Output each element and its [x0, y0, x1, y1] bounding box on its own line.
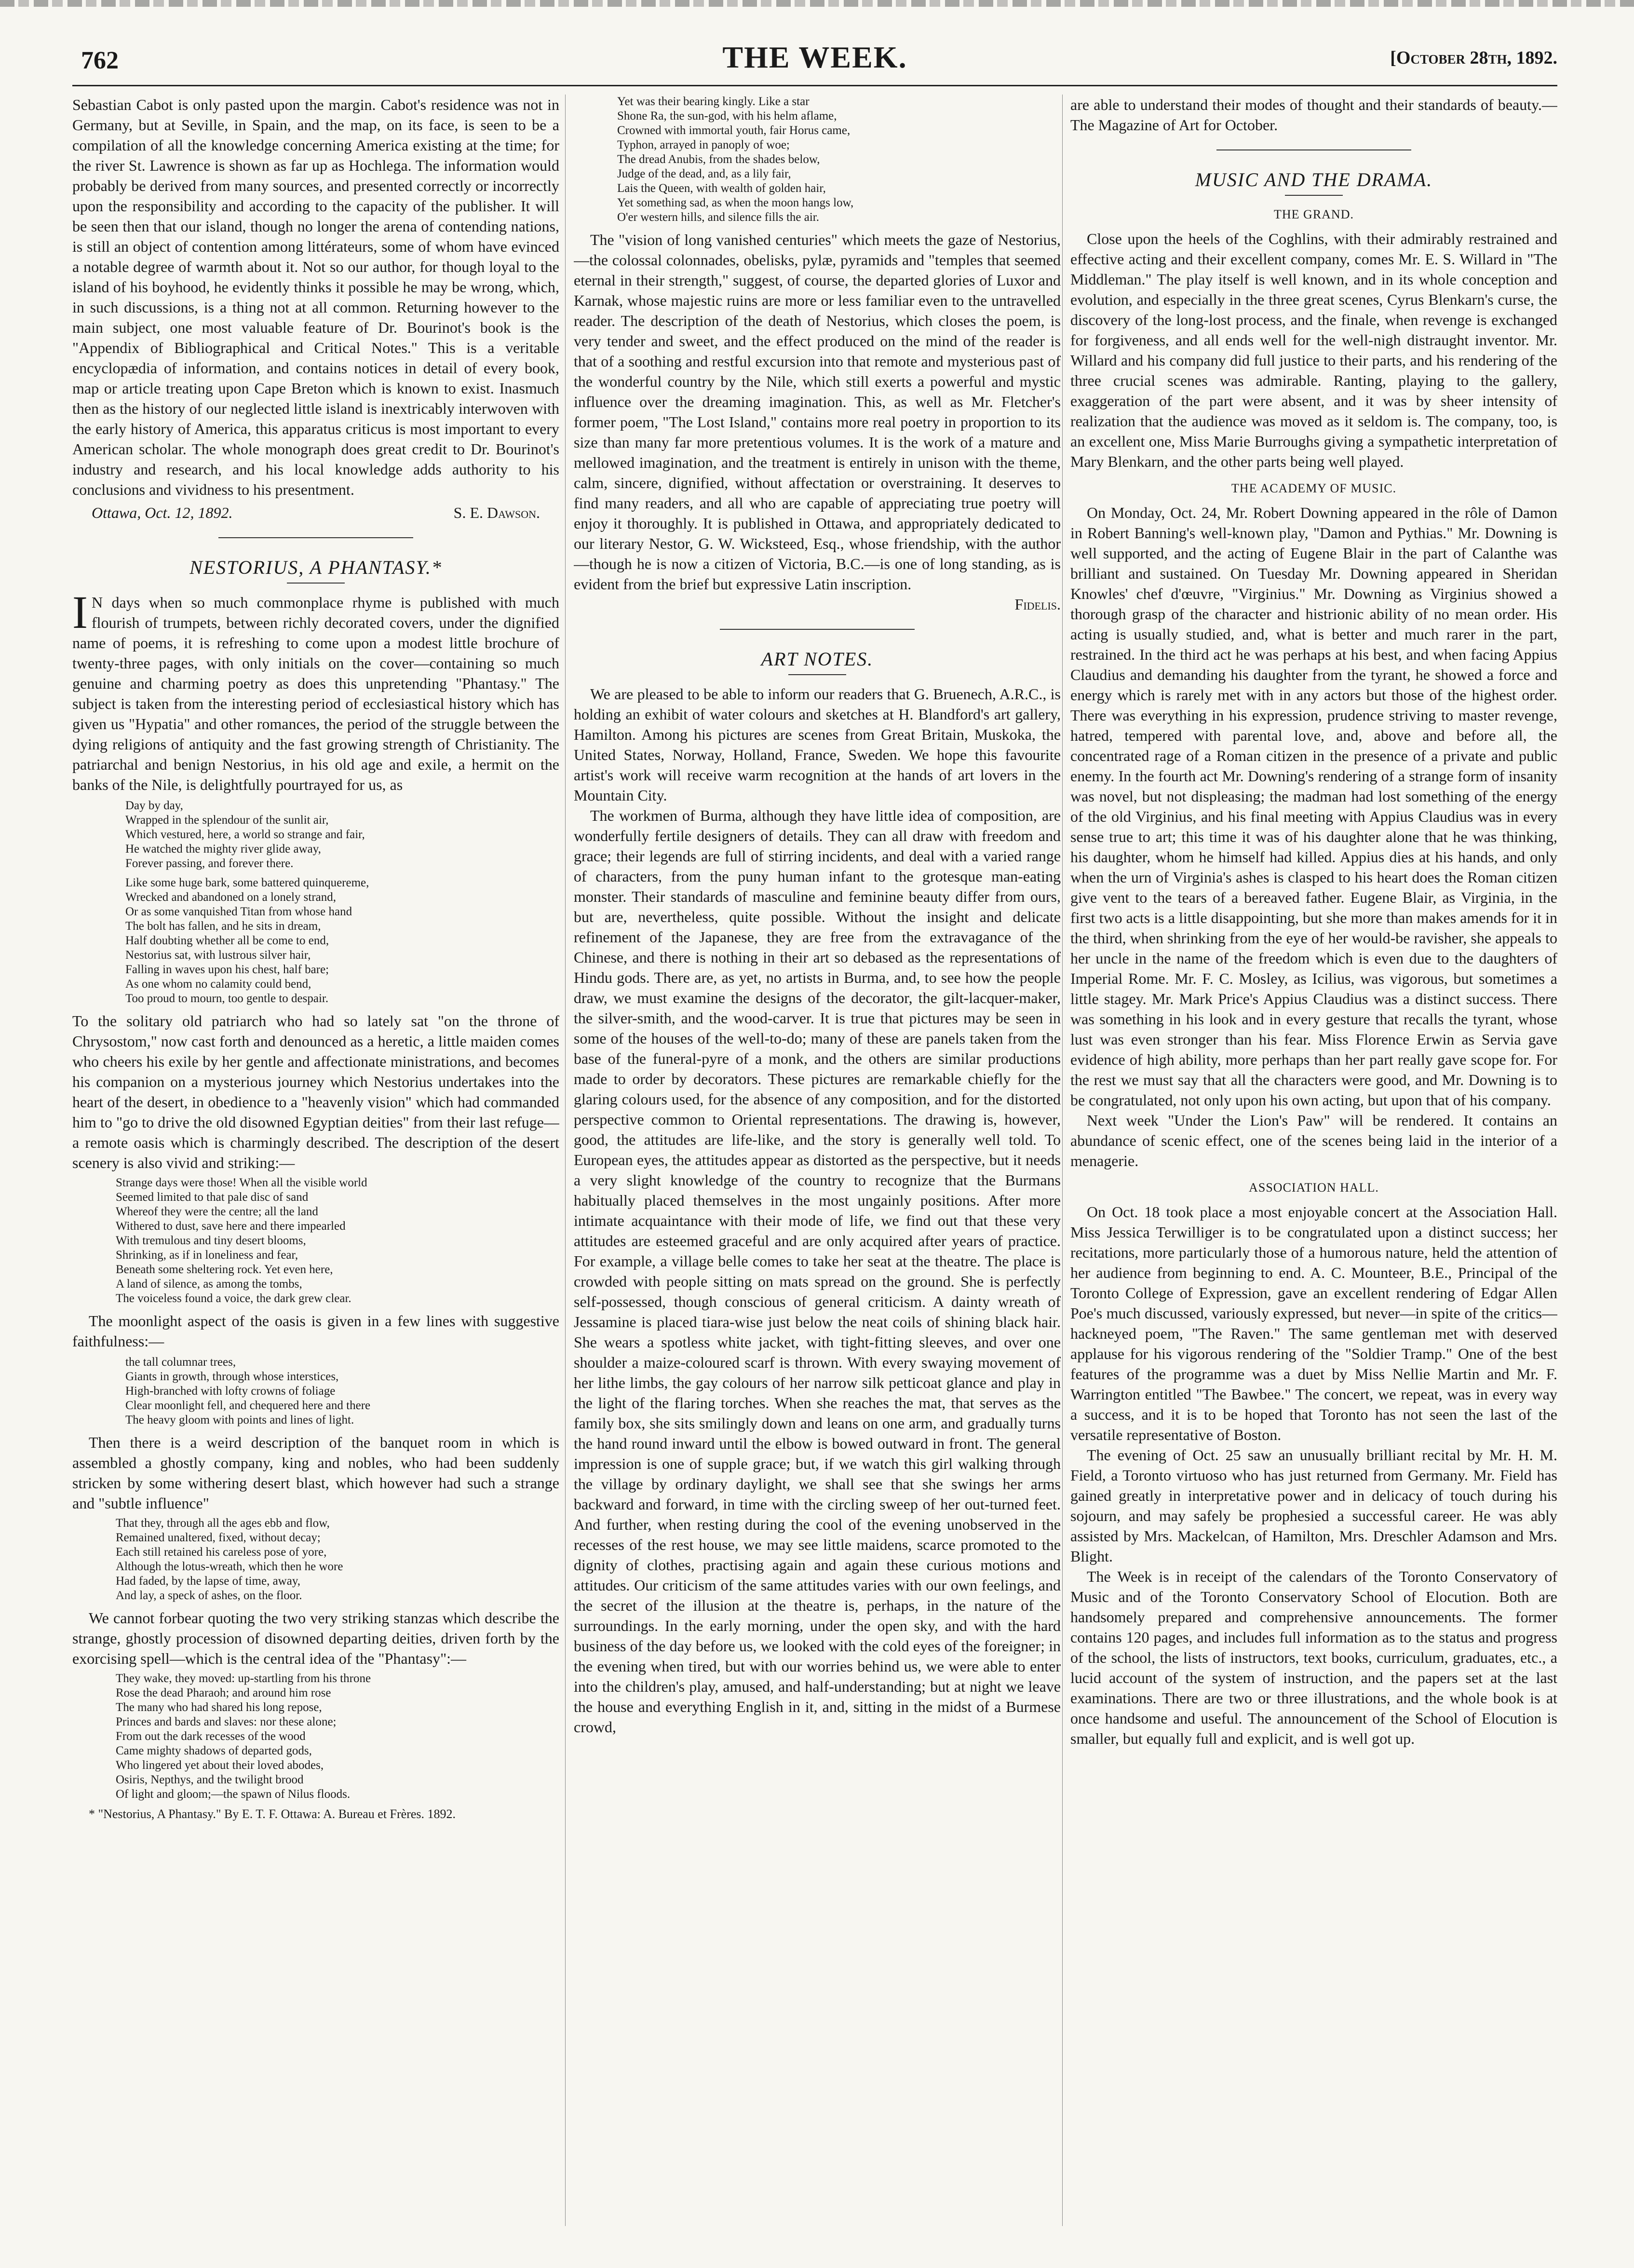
top-border: [0, 0, 1634, 7]
section-rule: [720, 629, 915, 630]
signature: [72, 502, 559, 523]
paragraph: Sebastian Cabot is only pasted upon the margin. Cabot's residence was not in Germany, but at Seville, in Spain, and the map, on its face, is seen to be a compilation of all the knowledge concerning America existing at the time; for the river St. Lawrence is shown as far up as Hochlega. The information would probably be derived from many sources, and presented correctly or incorrectly upon the responsibility and according to the capacity of the publisher. It will be seen then that our island, though no longer the arena of contending nations, is still an object of contention among littérateurs, some of whom have evinced a notable degree of warmth about it. Not so our author, for though loyal to the island of his boyhood, he evidently thinks it possible he may be wrong, which, in such discussions, is a thing not at all common. Returning however to the main subject, one most valuable feature of Dr. Bourinot's book is the "Appendix of Bibliographical and Critical Notes." This is a veritable encyclopædia of information, and contains notices in detail of every book, map or article treating upon Cape Breton which is known to exist. Inasmuch then as the history of our neglected little island is inextricably interwoven with the early history of America, this apparatus criticus is most important to every American scholar. The whole monograph does great credit to Dr. Bourinot's industry and research, and his local knowledge adds authority to his conclusions and vividness to his presentment.: [72, 96, 559, 498]
verse-quote: Yet was their bearing kingly. Like a star Shone Ra, the sun-god, with his helm aflame, Crowned with immortal youth, fair Horus came, Typhon, arrayed in panoply of woe; The dread Anubis, from the shades below, Judge of the dead, and, as a lily fair, Lais the Queen, with wealth of golden hair, Yet something sad, as when the moon hangs low, O'er western hills, and silence fills the air.: [617, 95, 854, 224]
verse-quote: That they, through all the ages ebb and flow, Remained unaltered, fixed, without decay; Each still retained his careless pose of yore, Although the lotus-wreath, which then he wore Had faded, by the lapse of time, away, And lay, a speck of ashes, on the floor.: [116, 1517, 343, 1602]
paragraph: Next week "Under the Lion's Paw" will be rendered. It contains an abundance of scenic effect, one of the scenes being laid in the interior of a menagerie.: [1070, 1112, 1557, 1169]
column-3: [1070, 95, 1557, 2226]
paragraph: The workmen of Burma, although they have little idea of composition, are wonderfully fertile designers of details. They can all draw with freedom and grace; their legends are full of stirring incidents, and deal with a varied range of characters, from the puny human infant to the grotesque man-eating monster. Their standards of masculine and feminine beauty differ from ours, but are, nevertheless, quite possible. Without the insight and delicate refinement of the Japanese, they are free from the extravagance of the Chinese, and there is nothing in their art so debased as the representations of Hindu gods. There are, as yet, no artists in Burma, and, to see how the people draw, we must examine the designs of the decorator, the gilt-lacquer-maker, the silver-smith, and the wood-carver. It is true that pictures may be seen in some of the houses of the well-to-do; many of these are panels taken from the base of the funeral-pyre of a monk, and the others are similar productions made to order by decorators. These pictures are remarkable chiefly for the glaring colours used, for the absence of any composition, and for the distorted perspective common to Oriental representations. The drawing is, however, good, the attitudes are life-like, and the story is generally well told. To European eyes, the attitudes appear as distorted as the perspective, but it needs a very slight knowledge of the country to recognize that the Burmans habitually placed themselves in the most ungainly positions. After more intimate acquaintance with their mode of life, we find out that these very attitudes are esteemed graceful and are only acquired after years of practice. For example, a village belle comes to take her seat at the theatre. The place is crowded with people sitting on mats spread on the ground. She is perfectly self-possessed, though conscious of general criticism. A dainty wreath of Jessamine is placed tiara-wise just below the neat coils of shining black hair. She wears a spotless white jacket, with tight-fitting sleeves, and over one shoulder a maize-coloured scarf is thrown. With every swaying movement of her lithe limbs, the gay colours of her narrow silk petticoat glance and play in the light of the flaring torches. When she reaches the mat, that serves as the family box, she sits smilingly down and leans on one arm, and gradually turns the hand round inward until the elbow is bowed outward in front. The general impression is one of supple grace; but, if we watch this girl walking through the village by ordinary daylight, we shall see that she swings her arms backward and forward, in time with the circling sweep of her out-turned feet. And further, when resting during the cool of the evening unobserved in the recesses of the rest house, we may see little maidens, scarce promoted to the dignity of clothes, practising again and again these curious motions and attitudes. Our criticism of the same attitudes varies with our own feelings, and the secret of the illusion at the theatre is, perhaps, in the nature of the surroundings. In the early morning, under the open sky, and with the hard business of the day before us, we looked with the cold eyes of the foreigner; in the evening when tired, but with our worries behind us, we were able to enter into the children's play, amused, and half-understanding; but at night we leave the house and everything English in it, and, sitting in the midst of a Burmese crowd,: [574, 807, 1061, 1736]
paragraph: On Monday, Oct. 24, Mr. Robert Downing appeared in the rôle of Damon in Robert Banning's well-known play, "Damon and Pythias." Mr. Downing is well supported, and the acting of Eugene Blair in the part of Calanthe was brilliant and sustained. On Tuesday Mr. Downing appeared in Sheridan Knowles' chef d'œuvre, "Virginius." Mr. Downing as Virginius showed a thorough grasp of the character and histrionic ability of no mean order. His acting is usually studied, and, what is better and much rarer in the part, restrained. In the third act he was perhaps at his best, and when facing Appius Claudius and demanding his daughter from the tyrant, he showed a force and energy which is rarely met with in any actors but those of the highest order. There was everything in his expression, prudence striving to master revenge, hatred, tempered with parental love, and, above and before all, the concentrated rage of a Roman citizen in the presence of a private and public enemy. In the fourth act Mr. Downing's rendering of a strange form of insanity was novel, but not displeasing; the madman had lost something of the energy of the old Virginius, and his final meeting with Appius Claudius was in every sense true to art; this time it was of his daughter alone that he was thinking, his daughter, whom he himself had killed. Appius dies at his hands, and only when the urn of Virginia's ashes is clasped to his heart does the Roman citizen give vent to the tears of a bereaved father. Eugene Blair, as Virginia, in the first two acts is a little disappointing, but she more than makes amends for it in the third, when shrinking from the eye of her would-be ravisher, she appeals to her uncle in the name of the freedom which is even due to the daughters of Imperial Rome. Mr. F. C. Mosley, as Icilius, was vigorous, but sometimes a little stagey. Mr. Mark Price's Appius Claudius was a distinct success. There was something in his look and in every gesture that recalls the tyrant, whose lust was even stronger than his fear. Miss Florence Erwin as Servia gave evidence of high ability, more perhaps than her part really gave scope for. For the rest we must say that all the characters were good, and Mr. Downing is to be congratulated, not only upon his own acting, but upon that of his company.: [1070, 504, 1557, 1109]
paragraph: are able to understand their modes of thought and their standards of beauty.—The Magazine of Art for October.: [1070, 96, 1557, 134]
section-title-art-notes: ART NOTES.: [761, 648, 874, 670]
column-divider: [565, 95, 566, 2226]
short-rule: [788, 674, 846, 675]
paragraph: On Oct. 18 took place a most enjoyable concert at the Association Hall. Miss Jessica Terwilliger is to be congratulated upon a distinct success; her recitations, more particularly those of a humorous nature, held the attention of her audience from beginning to end. A. C. Mounteer, B.E., Principal of the Toronto College of Expression, gave an excellent rendering of Edgar Allen Poe's much discussed, variously expressed, but never—in spite of the critics—hackneyed poem, "The Raven." The same gentleman met with deserved applause for his vigorous rendering of the "Soldier Tramp." One of the best features of the programme was a duet by Miss Nellie Martin and Mr. F. Warrington entitled "The Bawbee." The concert, we repeat, was in every way a success, and it is to be hoped that Toronto has not seen the last of the versatile representative of Boston.: [1070, 1203, 1557, 1443]
section-title-nestorius: NESTORIUS, A PHANTASY.*: [189, 557, 442, 578]
signature-name: Fidelis.: [1014, 596, 1061, 613]
section-rule: [218, 537, 413, 538]
paragraph: We cannot forbear quoting the two very striking stanzas which describe the strange, ghostly procession of disowned departing deities, driven forth by the exorcising spell—which is the central idea of the "Phantasy":—: [72, 1609, 559, 1667]
paragraph: To the solitary old patriarch who had so lately sat "on the throne of Chrysostom," now cast forth and denounced as a heretic, a little maiden comes who cheers his exile by her gentle and affectionate ministrations, and becomes his companion on a mysterious journey which Nestorius undertakes into the heart of the desert, in obedience to a "heavenly vision" which had commanded him to "go to drive the old disowned Egyptian deities" from their last refuge—a remote oasis which is charmingly described. The description of the desert scenery is also vivid and striking:—: [72, 1012, 559, 1171]
column-2: [574, 95, 1061, 2226]
section-rule: [1216, 149, 1411, 150]
paragraph: Then there is a weird description of the banquet room in which is assembled a ghostly company, king and nobles, who had been suddenly stricken by some withering desert blast, which however had such a strange and "subtle influence": [72, 1434, 559, 1512]
signature-place: Ottawa, Oct. 12, 1892.: [92, 504, 233, 521]
page-number: 762: [81, 47, 119, 74]
paragraph: The "vision of long vanished centuries" which meets the gaze of Nestorius,—the colossal colonnades, obelisks, pylæ, pyramids and "temples that seemed eternal in their strength," suggest, of course, the departed glories of Luxor and Karnak, whose majestic ruins are more or less familiar even to the untravelled reader. The description of the death of Nestorius, which closes the poem, is very tender and sweet, and the effect produced on the mind of the reader is that of a soothing and restful excursion into that remote and mysterious past of the wonderful country by the Nile, which still exerts a powerful and mystic influence over the dreaming imagination. This, as well as Mr. Fletcher's former poem, "The Lost Island," contains more real poetry in proportion to its size than many far more pretentious volumes. It is the work of a mature and mellowed imagination, and the treatment is entirely in unison with the theme, calm, sincere, dignified, without affectation or overstraining. It deserves to find many readers, and all who are capable of appreciating true poetry will enjoy it thoroughly. It is published in Ottawa, and appropriately dedicated to our literary Nestor, G. W. Wicksteed, Esq., whose friendship, with the author—though he is now a citizen of Victoria, B.C.—is one of long standing, as is evident from the brief but expressive Latin inscription.: [574, 231, 1061, 593]
subsection-title: THE ACADEMY OF MUSIC.: [1231, 481, 1397, 495]
verse-quote: Day by day, Wrapped in the splendour of the sunlit air, Which vestured, here, a world so strange and fair, He watched the mighty river glide away, Forever passing, and forever there.: [125, 799, 365, 870]
subsection-title: THE GRAND.: [1274, 207, 1354, 221]
paragraph: The Week is in receipt of the calendars of the Toronto Conservatory of Music and of the Toronto Conservatory School of Elocution. Both are handsomely prepared and comprehensive announcements. The former contains 120 pages, and includes full information as to the status and progress of the school, the lists of instructors, text books, curriculum, graduates, etc., a lucid account of the system of instruction, and the papers set at the last examinations. There are two or three illustrations, and the whole book is at once handsome and useful. The announcement of the School of Elocution is smaller, but equally full and explicit, and is well got up.: [1070, 1568, 1557, 1747]
subsection-title: ASSOCIATION HALL.: [1249, 1181, 1379, 1195]
verse-quote: the tall columnar trees, Giants in growth, through whose interstices, High-branched with lofty crowns of foliage Clear moonlight fell, and chequered here and there The heavy gloom with points and lines of light.: [125, 1356, 371, 1426]
paragraph: We are pleased to be able to inform our readers that G. Bruenech, A.R.C., is holding an exhibit of water colours and sketches at H. Blandford's art gallery, Hamilton. Among his pictures are scenes from Great Britain, Muskoka, the United States, Norway, Holland, France, Sweden. We hope this favourite artist's work will receive warm recognition at the hands of art lovers in the Mountain City.: [574, 685, 1061, 804]
paragraph: Close upon the heels of the Coghlins, with their admirably restrained and effective acting and their excellent company, comes Mr. E. S. Willard in "The Middleman." The play itself is well known, and in its whole conception and evolution, and especially in the three great scenes, Cyrus Blenkarn's curse, the discovery of the long-lost process, and the finale, when revenge is exchanged for forgiveness, and all ends well for the well-nigh distraught inventor. Mr. Willard and his company did full justice to their parts, and his rendering of the three crucial scenes was admirable. Ranting, playing to the gallery, exaggeration of the part were absent, and it was by sheer intensity of realization that the audience was moved as it seldom is. The company, too, is an excellent one, Miss Marie Burroughs giving a sympathetic interpretation of Mary Blenkarn, and the other parts being well played.: [1070, 230, 1557, 470]
paragraph-text: N days when so much commonplace rhyme is published with much flourish of trumpets, between richly decorated covers, under the dignified name of poems, it is refreshing to come upon a modest little brochure of twenty-three pages, with only initials on the cover—containing so much genuine and charming poetry as does this unpretending "Phantasy." The subject is taken from the interesting period of ecclesiastical history which has given us "Hypatia" and other romances, the period of the struggle between the dying religions of antiquity and the fast growing strength of Christianity. The patriarchal and benign Nestorius, in his old age and exile, a hermit on the banks of the Nile, is delightfully pourtrayed for us, as: [72, 594, 559, 793]
journal-title: THE WEEK.: [722, 40, 907, 74]
short-rule: [1285, 195, 1343, 196]
verse-quote: Strange days were those! When all the visible world Seemed limited to that pale disc of sand Whereof they were the centre; all the land Withered to dust, save here and there impearled With tremulous and tiny desert blooms, Shrinking, as if in loneliness and fear, Beneath some sheltering rock. Yet even here, A land of silence, as among the tombs, The voiceless found a voice, the dark grew clear.: [116, 1176, 367, 1305]
header-rule: [72, 85, 1557, 86]
paragraph: The moonlight aspect of the oasis is given in a few lines with suggestive faithfulness:—: [72, 1312, 559, 1350]
short-rule: [287, 583, 345, 584]
page-header: [72, 38, 1557, 81]
footnote: * "Nestorius, A Phantasy." By E. T. F. Ottawa: A. Bureau et Frères. 1892.: [89, 1807, 456, 1821]
column-1: [72, 95, 559, 2226]
signature-name: S. E. Dawson.: [453, 504, 540, 521]
column-divider: [1062, 95, 1063, 2226]
verse-quote: They wake, they moved: up-startling from his throne Rose the dead Pharaoh; and around him rose The many who had shared his long repose, Princes and bards and slaves: nor these alone; From out the dark recesses of the wood Came mighty shadows of departed gods, Who lingered yet about their loved abodes, Osiris, Nepthys, and the twilight brood Of light and gloom;—the spawn of Nilus floods.: [116, 1672, 371, 1801]
issue-date: [October 28th, 1892.: [1390, 48, 1557, 68]
paragraph: [72, 586, 559, 795]
drop-cap: I: [72, 586, 88, 638]
section-title-music-drama: MUSIC AND THE DRAMA.: [1195, 169, 1433, 190]
paragraph: The evening of Oct. 25 saw an unusually brilliant recital by Mr. H. M. Field, a Toronto virtuoso who has just returned from Germany. Mr. Field has gained greatly in interpretative power and in delicacy of touch during his sojourn, and may safely be prophesied a successful career. He was ably assisted by Mrs. Mackelcan, of Hamilton, Mrs. Dreschler Adamson and Mrs. Blight.: [1070, 1446, 1557, 1565]
verse-quote: Like some huge bark, some battered quinquereme, Wrecked and abandoned on a lonely strand, Or as some vanquished Titan from whose hand The bolt has fallen, and he sits in dream, Half doubting whether all be come to end, Nestorius sat, with lustrous silver hair, Falling in waves upon his chest, half bare; As one whom no calamity could bend, Too proud to mourn, too gentle to despair.: [125, 876, 369, 1005]
